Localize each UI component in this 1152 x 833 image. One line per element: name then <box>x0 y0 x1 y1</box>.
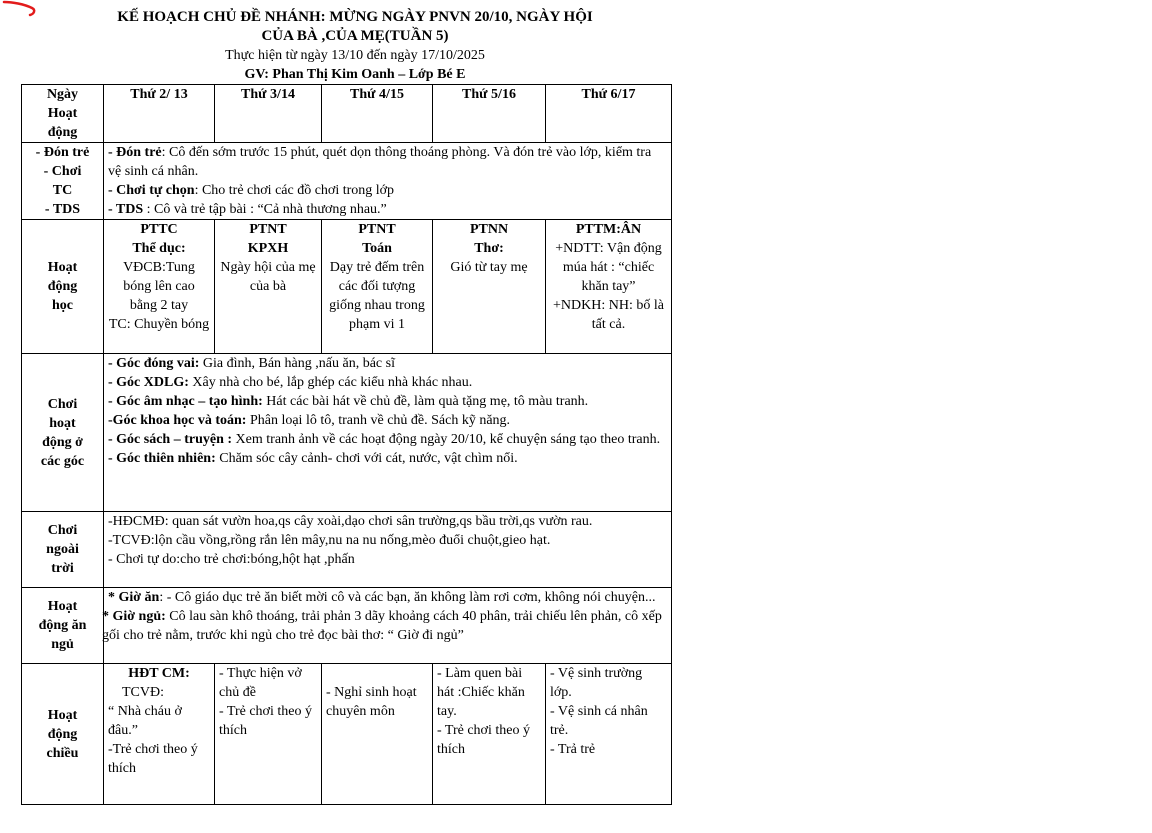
row-label: Hoạt động học <box>22 220 104 354</box>
content-line: -TCVĐ:lộn cầu vồng,rồng rắn lên mây,nu na nu nống,mèo đuổi chuột,gieo hạt. <box>108 533 551 548</box>
row-don-tre <box>22 143 672 220</box>
row-choi-goc <box>22 354 672 512</box>
lesson-cell: PTNT KPXH Ngày hội của mẹ của bà <box>215 220 322 354</box>
row-content <box>104 512 672 588</box>
content-line: - Chơi tự chọn: Cho trẻ chơi các đồ chơi trong lớp <box>108 183 395 198</box>
row-hoat-dong-hoc <box>22 220 672 354</box>
day-header: Thứ 4/15 <box>322 85 433 143</box>
day-header-row <box>22 85 672 143</box>
afternoon-cell: - Thực hiện vở chủ đề - Trẻ chơi theo ý thích <box>215 664 322 805</box>
content-line: - Góc sách – truyện : Xem tranh ảnh về các hoạt động ngày 20/10, kể chuyện sáng tạo theo tranh. <box>108 432 661 447</box>
row-label: Chơi ngoài trời <box>22 512 104 588</box>
date-range: Thực hiện từ ngày 13/10 đến ngày 17/10/2025 <box>225 48 485 63</box>
afternoon-cell: - Nghỉ sinh hoạt chuyên môn <box>322 664 433 805</box>
row-chieu <box>22 664 672 805</box>
row-label: Hoạt động chiều <box>22 664 104 805</box>
afternoon-cell: HĐT CM: TCVĐ: “ Nhà cháu ở đâu.” -Trẻ chơi theo ý thích <box>104 664 215 805</box>
day-header: Thứ 3/14 <box>215 85 322 143</box>
content-line: - Đón trẻ: Cô đến sớm trước 15 phút, quét dọn thông thoáng phòng. Và đón trẻ vào lớp, kiểm tra vệ sinh cá nhân. <box>108 145 652 179</box>
row-content <box>104 354 672 512</box>
lesson-cell: PTNN Thơ: Gió từ tay mẹ <box>433 220 546 354</box>
day-header: Thứ 5/16 <box>433 85 546 143</box>
content-line: * Giờ ngủ: Cô lau sàn khô thoáng, trải phản 3 dãy khoảng cách 40 phân, trải chiếu lên phản, cô xếp gối cho trẻ nằm, trước khi ngủ cho trẻ đọc bài thơ: “ Giờ đi ngủ” <box>102 609 662 643</box>
row-content <box>104 143 672 220</box>
content-line: - Góc đóng vai: Gia đình, Bán hàng ,nấu ăn, bác sĩ <box>108 356 395 371</box>
day-header: Thứ 6/17 <box>546 85 672 143</box>
lesson-cell: PTTC Thể dục: VĐCB:Tung bóng lên cao bằng 2 tay TC: Chuyền bóng <box>104 220 215 354</box>
content-line: - Chơi tự do:cho trẻ chơi:bóng,hột hạt ,phấn <box>108 552 355 567</box>
day-header: Thứ 2/ 13 <box>104 85 215 143</box>
title-line-2: CỦA BÀ ,CỦA MẸ(TUẦN 5) <box>261 28 449 44</box>
content-line: -Góc khoa học và toán: Phân loại lô tô, tranh về chủ đề. Sách kỹ năng. <box>108 413 511 428</box>
weekly-plan-table <box>21 84 672 805</box>
content-line: * Giờ ăn: - Cô giáo dục trẻ ăn biết mời cô và các bạn, ăn không làm rơi cơm, không nói chuyện... <box>108 590 656 605</box>
row-an-ngu <box>22 588 672 664</box>
afternoon-cell: - Làm quen bài hát :Chiếc khăn tay. - Trẻ chơi theo ý thích <box>433 664 546 805</box>
afternoon-cell: - Vệ sinh trường lớp. - Vệ sinh cá nhân trẻ. - Trả trẻ <box>546 664 672 805</box>
title-line-1: KẾ HOẠCH CHỦ ĐỀ NHÁNH: MỪNG NGÀY PNVN 20/10, NGÀY HỘI <box>117 9 593 25</box>
row-label: - Đón trẻ - Chơi TC - TDS <box>22 143 104 220</box>
content-line: - Góc âm nhạc – tạo hình: Hát các bài hát về chủ đề, làm quà tặng mẹ, tô màu tranh. <box>108 394 589 409</box>
content-line: - TDS : Cô và trẻ tập bài : “Cả nhà thương nhau.” <box>108 202 387 217</box>
row-label: Hoạt động ăn ngủ <box>22 588 104 664</box>
row-content <box>104 588 672 664</box>
page-title <box>20 8 690 46</box>
corner-cell: Ngày Hoạt động <box>22 85 104 143</box>
row-choi-ngoai-troi <box>22 512 672 588</box>
content-line: - Góc XDLG: Xây nhà cho bé, lắp ghép các kiểu nhà khác nhau. <box>108 375 473 390</box>
content-line: -HĐCMĐ: quan sát vườn hoa,qs cây xoài,dạo chơi sân trường,qs bầu trời,qs vườn rau. <box>108 514 593 529</box>
teacher-class: GV: Phan Thị Kim Oanh – Lớp Bé E <box>244 67 466 82</box>
content-line: - Góc thiên nhiên: Chăm sóc cây cảnh- chơi với cát, nước, vật chìm nổi. <box>108 451 518 466</box>
lesson-cell: PTTM:ÂN +NDTT: Vận động múa hát : “chiếc khăn tay” +NDKH: NH: bố là tất cả. <box>546 220 672 354</box>
row-label: Chơi hoạt động ở các góc <box>22 354 104 512</box>
lesson-cell: PTNT Toán Dạy trẻ đếm trên các đối tượng giống nhau trong phạm vi 1 <box>322 220 433 354</box>
